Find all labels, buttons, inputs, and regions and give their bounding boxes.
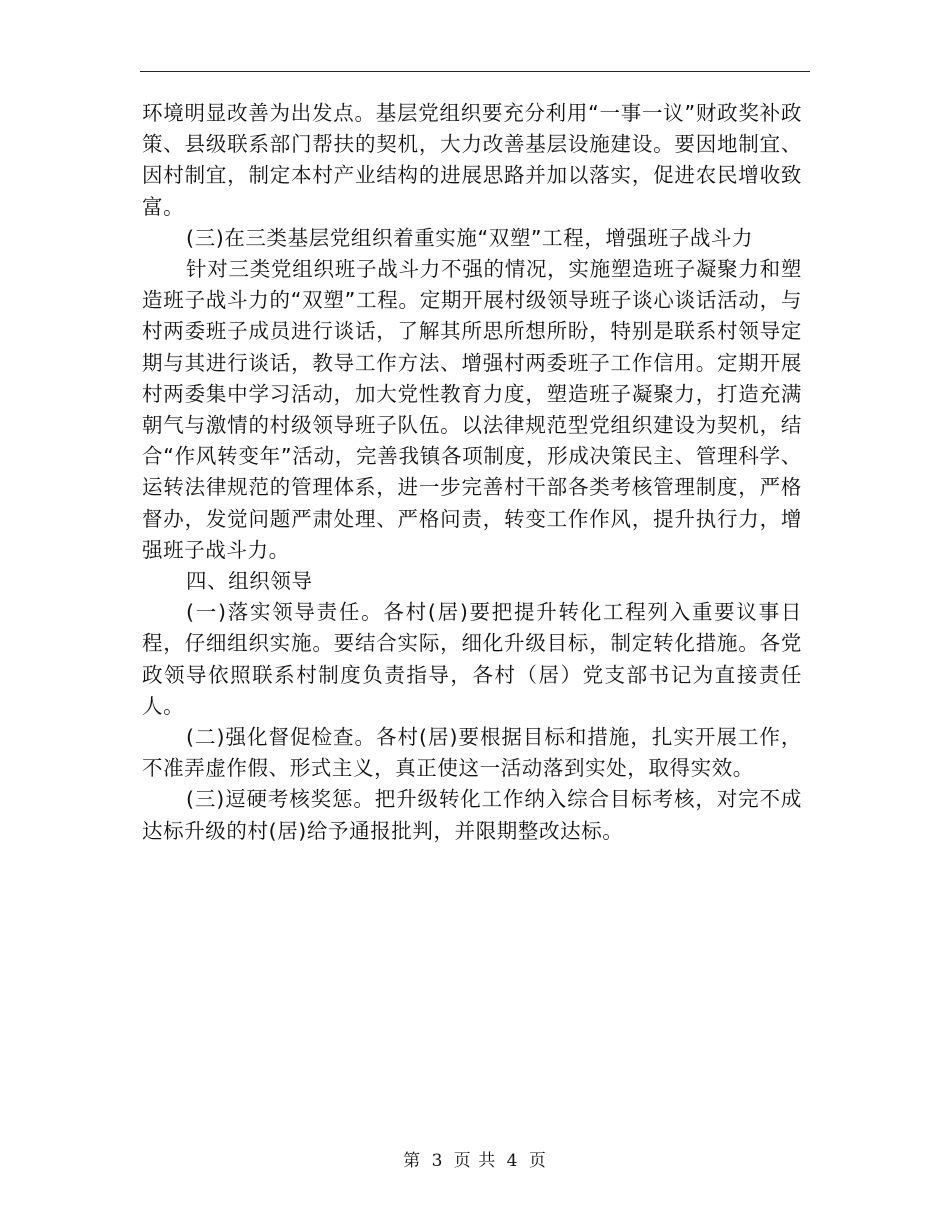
paragraph-3: (一)落实领导责任。各村(居)要把提升转化工程列入重要议事日程，仔细组织实施。要结合实际，细化升级目标，制定转化措施。各党政领导依照联系村制度负责指导，各村（居）党支部书记为直接责任人。 <box>142 600 802 718</box>
page-label-mid: 页 共 <box>453 1151 497 1171</box>
total-pages-number: 4 <box>506 1151 519 1171</box>
page-footer <box>0 1146 950 1171</box>
current-page-number: 3 <box>431 1151 444 1171</box>
paragraph-1: 环境明显改善为出发点。基层党组织要充分利用“一事一议”财政奖补政策、县级联系部门帮扶的契机，大力改善基层设施建设。要因地制宜、因村制宜，制定本村产业结构的进展思路并加以落实，促进农民增收致富。 <box>142 101 802 219</box>
paragraph-5: (三)逗硬考核奖惩。把升级转化工作纳入综合目标考核，对完不成达标升级的村(居)给予通报批判，并限期整改达标。 <box>142 787 802 843</box>
section-heading-3: (三)在三类基层党组织着重实施“双塑”工程，增强班子战斗力 <box>186 225 754 250</box>
page-label-suffix: 页 <box>528 1151 547 1171</box>
paragraph-2: 针对三类党组织班子战斗力不强的情况，实施塑造班子凝聚力和塑造班子战斗力的“双塑”工程。定期开展村级领导班子谈心谈话活动，与村两委班子成员进行谈话，了解其所思所想所盼，特别是联系村领导定期与其进行谈话，教导工作方法、增强村两委班子工作信用。定期开展村两委集中学习活动，加大党性教育力度，塑造班子凝聚力，打造充满朝气与激情的村级领导班子队伍。以法律规范型党组织建设为契机，结合“作风转变年”活动，完善我镇各项制度，形成决策民主、管理科学、运转法律规范的管理体系，进一步完善村干部各类考核管理制度，严格督办，发觉问题严肃处理、严格问责，转变工作作风，提升执行力，增强班子战斗力。 <box>142 257 802 562</box>
paragraph-4: (二)强化督促检查。各村(居)要根据目标和措施，扎实开展工作，不准弄虚作假、形式主义，真正使这一活动落到实处，取得实效。 <box>142 725 802 781</box>
header-rule <box>140 71 810 72</box>
page-label-prefix: 第 <box>403 1151 422 1171</box>
section-heading-4: 四、组织领导 <box>186 569 313 594</box>
document-body <box>142 98 802 847</box>
